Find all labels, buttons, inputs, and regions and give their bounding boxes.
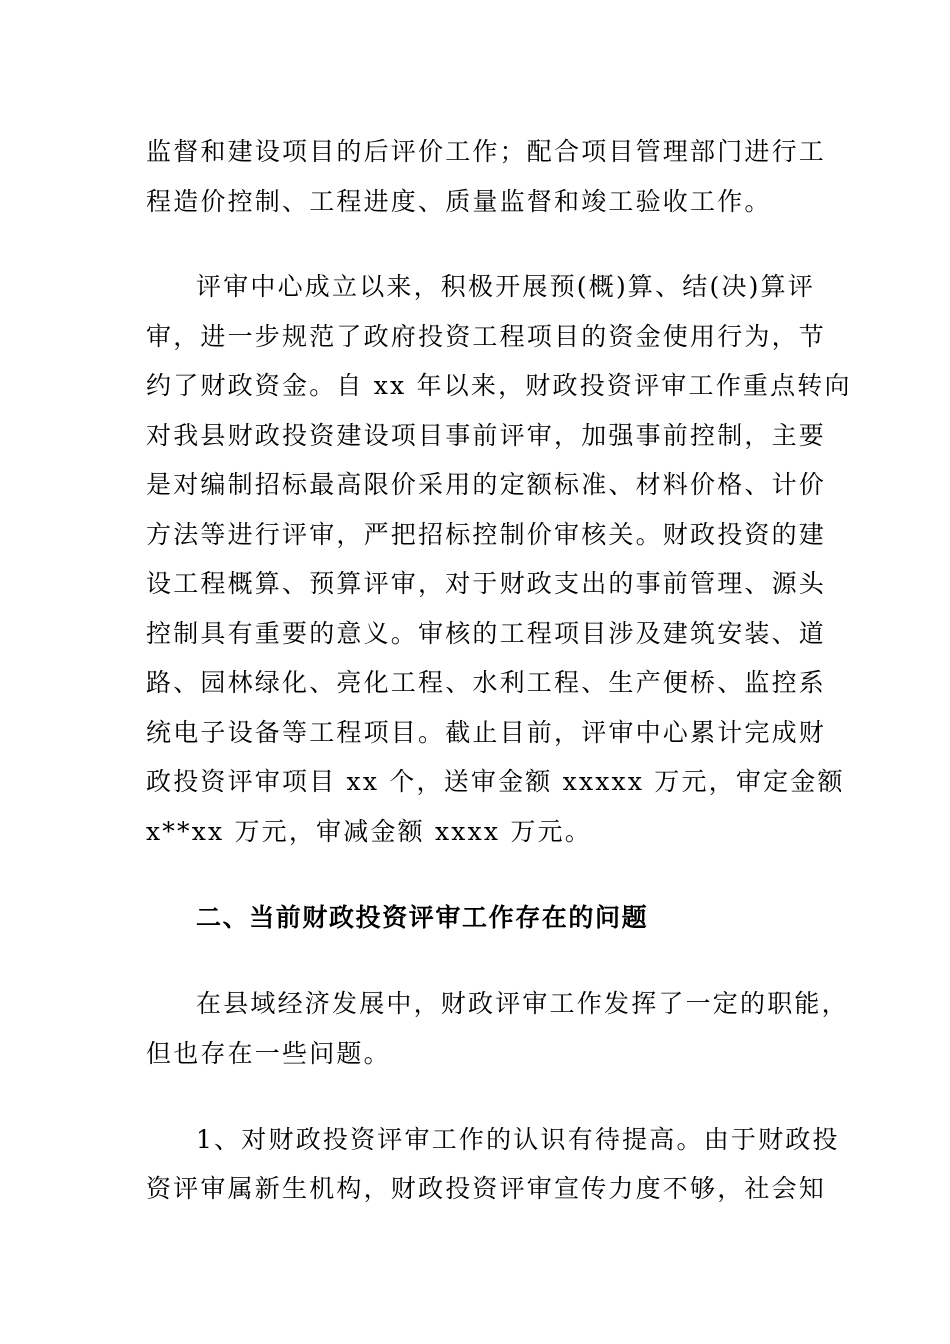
paragraph-line: 是对编制招标最高限价采用的定额标准、材料价格、计价 — [146, 470, 827, 499]
paragraph-line: 设工程概算、预算评审，对于财政支出的事前管理、源头 — [146, 569, 827, 598]
paragraph-line: 1、对财政投资评审工作的认识有待提高。由于财政投 — [196, 1125, 840, 1154]
section-heading: 二、当前财政投资评审工作存在的问题 — [196, 903, 649, 932]
paragraph-line: 在县域经济发展中，财政评审工作发挥了一定的职能， — [196, 989, 849, 1018]
paragraph-line: 监督和建设项目的后评价工作；配合项目管理部门进行工 — [146, 137, 827, 166]
paragraph-line: 控制具有重要的意义。审核的工程项目涉及建筑安装、道 — [146, 619, 827, 648]
paragraph-line: 约了财政资金。自 xx 年以来，财政投资评审工作重点转向 — [146, 371, 852, 400]
paragraph-line: 资评审属新生机构，财政投资评审宣传力度不够，社会知 — [146, 1174, 827, 1203]
paragraph-line: 审，进一步规范了政府投资工程项目的资金使用行为，节 — [146, 322, 827, 351]
paragraph-line: 程造价控制、工程进度、质量监督和竣工验收工作。 — [146, 187, 772, 216]
paragraph-line: 评审中心成立以来，积极开展预(概)算、结(决)算评 — [196, 272, 816, 301]
paragraph-line: 路、园林绿化、亮化工程、水利工程、生产便桥、监控系 — [146, 668, 827, 697]
paragraph-line: x**xx 万元，审减金额 xxxx 万元。 — [146, 817, 592, 846]
paragraph-line: 方法等进行评审，严把招标控制价审核关。财政投资的建 — [146, 520, 827, 549]
paragraph-line: 政投资评审项目 xx 个，送审金额 xxxxx 万元，审定金额 — [146, 767, 845, 796]
paragraph-line: 统电子设备等工程项目。截止目前，评审中心累计完成财 — [146, 718, 827, 747]
paragraph-line: 对我县财政投资建设项目事前评审，加强事前控制，主要 — [146, 421, 827, 450]
paragraph-line: 但也存在一些问题。 — [146, 1039, 391, 1068]
